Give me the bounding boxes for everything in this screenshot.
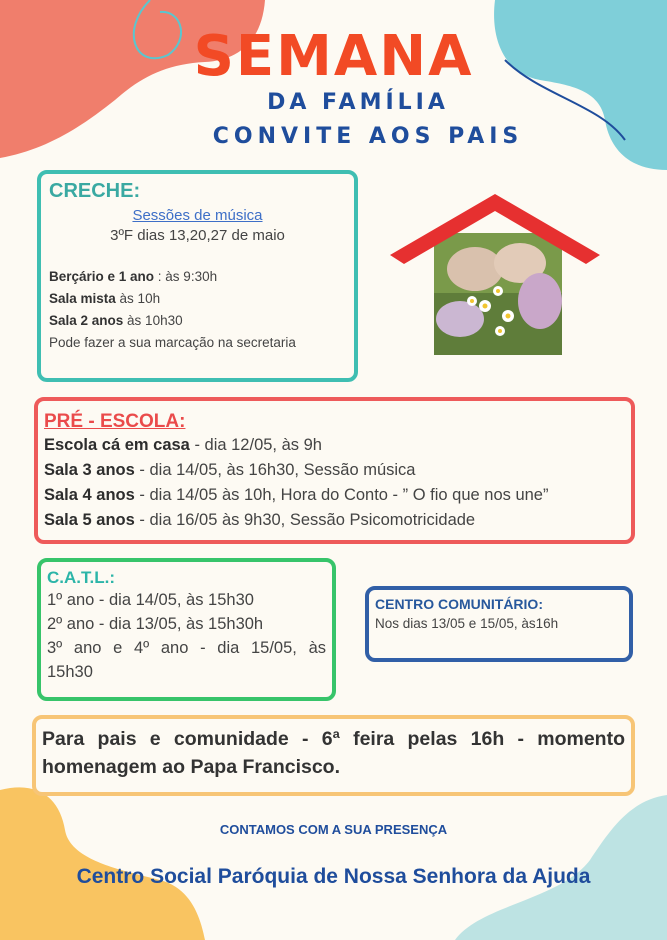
catl-item-cont: 15h30	[47, 663, 93, 681]
organization-name: Centro Social Paróquia de Nossa Senhora da Ajuda	[76, 865, 591, 888]
pre-escola-item: Sala 4 anos - dia 14/05 às 10h, Hora do Conto - ” O fio que nos une”	[44, 486, 549, 504]
pais-text: Para pais e comunidade - 6ª feira pelas 16h - momento homenagem ao Papa Francisco.	[42, 728, 625, 778]
pre-escola-heading: PRÉ - ESCOLA:	[44, 411, 186, 432]
pais-section	[32, 715, 635, 796]
creche-note: Pode fazer a sua marcação na secretaria	[49, 335, 296, 350]
pre-escola-section	[34, 397, 635, 544]
contamos-text: CONTAMOS COM A SUA PRESENÇA	[219, 822, 448, 837]
page-subtitle: DA FAMÍLIA	[267, 90, 449, 115]
centro-text: Nos dias 13/05 e 15/05, às16h	[375, 616, 559, 631]
creche-item: Berçário e 1 ano : às 9:30h	[49, 269, 218, 284]
pre-escola-item: Sala 3 anos - dia 14/05, às 16h30, Sessão música	[44, 461, 416, 479]
catl-item: 3º ano e 4º ano - dia 15/05, às	[47, 639, 326, 657]
centro-heading: CENTRO COMUNITÁRIO:	[375, 596, 543, 612]
creche-section	[37, 170, 358, 382]
creche-dates: 3ºF dias 13,20,27 de maio	[110, 227, 285, 244]
creche-item: Sala 2 anos às 10h30	[49, 313, 183, 328]
catl-item: 1º ano - dia 14/05, às 15h30	[47, 591, 254, 609]
catl-section	[37, 558, 336, 701]
music-sessions-link[interactable]: Sessões de música	[132, 207, 263, 224]
creche-item: Sala mista às 10h	[49, 291, 161, 306]
page-title: SEMANA	[193, 24, 474, 89]
pre-escola-item: Escola cá em casa - dia 12/05, às 9h	[44, 436, 322, 454]
catl-item: 2º ano - dia 13/05, às 15h30h	[47, 615, 264, 633]
centro-comunitario-section	[365, 586, 633, 662]
house-photo-icon	[390, 191, 600, 356]
creche-heading: CRECHE:	[49, 180, 141, 202]
pre-escola-item: Sala 5 anos - dia 16/05 às 9h30, Sessão Psicomotricidade	[44, 511, 476, 529]
blob-bottom-left	[0, 787, 205, 940]
catl-heading: C.A.T.L.:	[47, 568, 115, 587]
page-subtitle-invite: CONVITE AOS PAIS	[212, 124, 524, 149]
